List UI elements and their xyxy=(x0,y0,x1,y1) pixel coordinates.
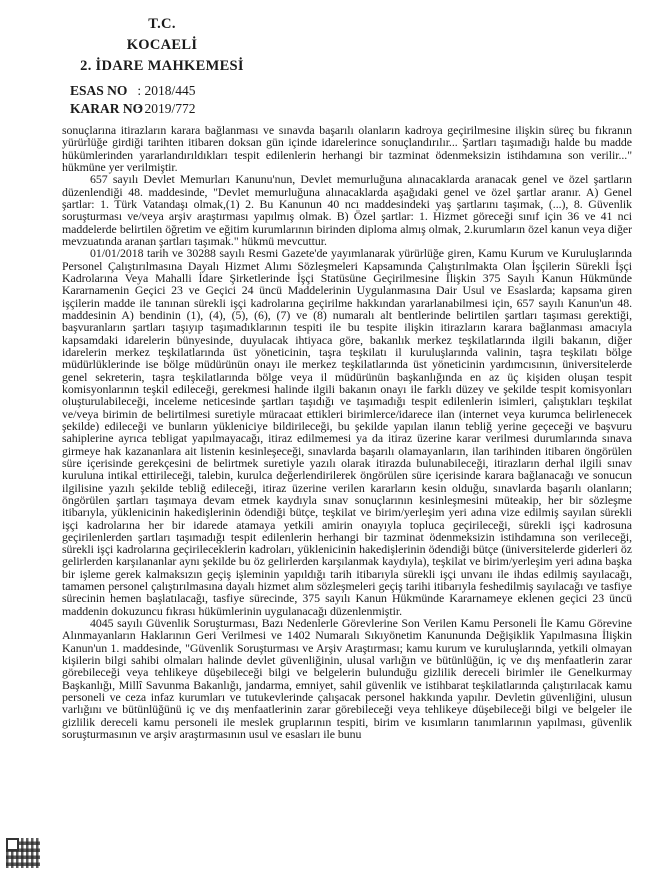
esas-value: : 2018/445 xyxy=(137,83,196,98)
paragraph: 4045 sayılı Güvenlik Soruşturması, Bazı Nedenlerle Görevlerine Son Verilen Kamu Personeli İle Kamu Görevine Alınmayanların Haklarının Geri Verilmesi ve 1402 Numaralı Sıkıyönetim Kanununda Değişiklik Yapılmasına İlişkin Kanun'un 1. maddesinde, "Güvenlik Soruşturması ve Arşiv Araştırması; kamu kurum ve kuruluşlarında, yetkili olmayan kişilerin bilgi sahibi olmaları halinde devlet güvenliğinin, ulusal varlığın ve bütünlüğün, iç ve dış menfaatlerin zarar görebileceği veya tehlikeye düşebileceği bilgi ve belgelerin bulunduğu gizlilik dereceli birimler ile Genelkurmay Başkanlığı, Millî Savunma Bakanlığı, jandarma, emniyet, sahil güvenlik ve istihbarat teşkilatlarında çalıştırılacak kamu personeli ve ceza infaz kurumları ve tutukevlerinde çalışacak personel hakkında yapılır. Devletin güvenliğini, ulusun varlığını ve bütünlüğünü iç ve dış menfaatlerinin zarar görebileceği veya tehlikeye düşebileceği bilgi ve belgeler ile gizlilik dereceli kamu personeli ile meslek gruplarının tespiti, birim ve kısımların tanımlarının yapılması, güvenlik soruşturmasının ve arşiv araştırmasının usul ve esasları ile bunu xyxy=(62,616,632,742)
case-numbers xyxy=(70,82,196,118)
court-header xyxy=(62,14,262,77)
qr-code-icon xyxy=(6,838,40,868)
esas-label: ESAS NO xyxy=(70,83,128,98)
karar-label: KARAR NO xyxy=(70,101,144,116)
header-line-tc: T.C. xyxy=(148,16,176,32)
paragraph: 01/01/2018 tarih ve 30288 sayılı Resmi Gazete'de yayımlanarak yürürlüğe giren, Kamu Kurum ve Kuruluşlarında Personel Çalıştırılmasına Dayalı Hizmet Alımı Sözleşmeleri Kapsamında Çalıştırılmakta Olan İşçilerin Sürekli İşçi Kadrolarına Veya Mahalli İdare Şirketlerinde İşçi Statüsüne Geçirilmesine İlişkin 375 Sayılı Kanun Hükmünde Kararnamenin Geçici 23 ve Geçici 24 üncü Maddelerinin Uygulanmasına Dair Usul ve Esaslarda; kapsama giren işçilerin madde ile tanınan sürekli işçi kadrolarına geçirilme hakkından yararlanabilmesi için, 657 sayılı Kanun'un 48. maddesinin A) bendinin (1), (4), (5), (6), (7) ve (8) numaralı alt bentlerinde belirtilen şartları taşıması gerektiği, başvuranların şartları taşıyıp taşımadıklarının tespiti ile bu tespite ilişkin itirazların karara bağlanması amacıyla kapsamdaki idarelerin bünyesinde, duyulacak ihtiyaca göre, bakanlık merkez teşkilatlarında ilgili bakanın, diğer idarelerin merkez teşkilatlarında üst yöneticinin, taşra teşkilatı il kuruluşlarında valinin, taşra teşkilatı bölge müdürlüklerinde ise bölge müdürünün onayı ile merkez teşkilatlarında üst yöneticinin yardımcısının, üniversitelerde genel sekreterin, taşra teşkilatlarında bölge veya il müdürünün başkanlığında en az üç kişiden oluşan tespit komisyonlarının teşkil edileceği, gerekmesi halinde ilgili bakanın onayı ile farklı düzey ve şekilde tespit komisyonları oluşturulabileceği, inceleme neticesinde şartları taşıdığı ve taşımadığı tespit edilenlerin isimleri, çalıştıkları teşkilat ve/veya birimin de belirtilmesi suretiyle müracaat ettikleri birimlerce/idarece ilan (internet veya kurumca belirlenecek şekilde) edileceği ve bunların yükleniciye bildirileceği, bu şekilde yapılan ilanın tebliğ yerine geçeceği ve başvuru sahiplerine ayrıca tebligat yapılmayacağı, itiraz edilmemesi ya da itiraz üzerine karar verilmesi durumlarında sınava girmeye hak kazananlara ait listenin kesinleşeceği, sınavlarda başarılı olamayanların, ilan tarihinden itibaren öngörülen süre içerisinde gerekçesini de belirtmek suretiyle yazılı olarak itirazda bulunabileceği, itirazların derhal ilgili sınav kuruluna intikal ettirileceği, talebin, kurulca değerlendirilerek öngörülen süre içerisinde karara bağlanacağı ve sonucun ilgilisine yazılı şekilde tebliğ edileceği, itiraz üzerine verilen kararların kesin olduğu, sınavlarda başarılı olanların; öngörülen şartları taşımaya devam etmek kaydıyla sınav sonuçlarının kesinleşmesini müteakip, her bir sözleşme itibarıyla, yüklenicinin hakedişlerinin ödendiği bütçe, teşkilat ve birim/yerleşim yeri adına vize edilmiş sayılan sürekli işçi kadrolarına her bir idarede atamaya yetkili amirin onayıyla topluca geçirileceği, sürekli işçi kadrosuna geçirilenlerden şartları taşımadığı tespit edilenlerin herhangi bir tazminat ödenmeksizin istihdamına son verileceği, sürekli işçi kadrolarına geçirileceklerin kadroları, yüklenicinin hakedişlerinin ödendiği bütçe (üniversitelerde giderleri öz gelirlerden karşılananlar aynı şekilde bu öz gelirlerden karşılanmak kaydıyla), teşkilat ve birim/yerleşim yeri adına başka bir işleme gerek kalmaksızın geçiş işleminin yapıldığı tarih itibarıyla sürekli işçi unvanı ile ihdas edilmiş sayılacağı, tamamen personel çalıştırılmasına dayalı hizmet alım sözleşmeleri geçiş tarihi itibarıyla feshedilmiş sayılacağı ve tasfiye sürecinin hemen başlatılacağı, tasfiye sürecinde, 375 sayılı Kanun Hükmünde Kararnameye eklenen geçici 23 üncü maddenin dokuzuncu fıkrası hükümlerinin uygulanacağı düzenlenmiştir. xyxy=(62,246,632,618)
paragraph: 657 sayılı Devlet Memurları Kanunu'nun, Devlet memurluğuna alınacaklarda aranacak genel ve özel şartların düzenlendiği 48. maddesinde, "Devlet memurluğuna alınacaklarda aşağıdaki genel ve özel şartlar aranır. A) Genel şartlar: 1. Türk Vatandaşı olmak,(1) 2. Bu Kanunun 40 ncı maddesindeki yaş şartlarını taşımak, (...), 8. Güvenlik soruşturması ve/veya arşiv araştırması yapılmış olmak. B) Özel şartlar: 1. Hizmet göreceği sınıf için 36 ve 41 nci maddelerde belirtilen öğretim ve eğitim kurumlarının birinden diploma almış olmak, 2.kurumların özel kanun veya diğer mevzuatında aranan şartları taşımak." hükmü mevcuttur. xyxy=(62,172,632,248)
header-line-court: 2. İDARE MAHKEMESİ xyxy=(80,58,244,74)
karar-value: : 2019/772 xyxy=(137,101,196,116)
header-line-city: KOCAELİ xyxy=(126,37,198,53)
karar-row xyxy=(70,100,196,118)
paragraph: sonuçlarına itirazların karara bağlanması ve sınavda başarılı olanların kadroya geçirilmesine ilişkin süreç bu fıkranın yürürlüğe girdiği tarihten itibaren doksan gün içinde idarelerince sonuçlandırılır... Şartları taşımadığı halde bu madde hükümlerinden yararlandırıldıkları tespit edilenlerin herhangi bir tazminat ödenmeksizin istihdamına son verilir..." hükmüne yer verilmiştir. xyxy=(62,123,632,174)
qr-finder-icon xyxy=(6,838,19,851)
esas-row xyxy=(70,82,196,100)
document-body xyxy=(62,124,632,740)
